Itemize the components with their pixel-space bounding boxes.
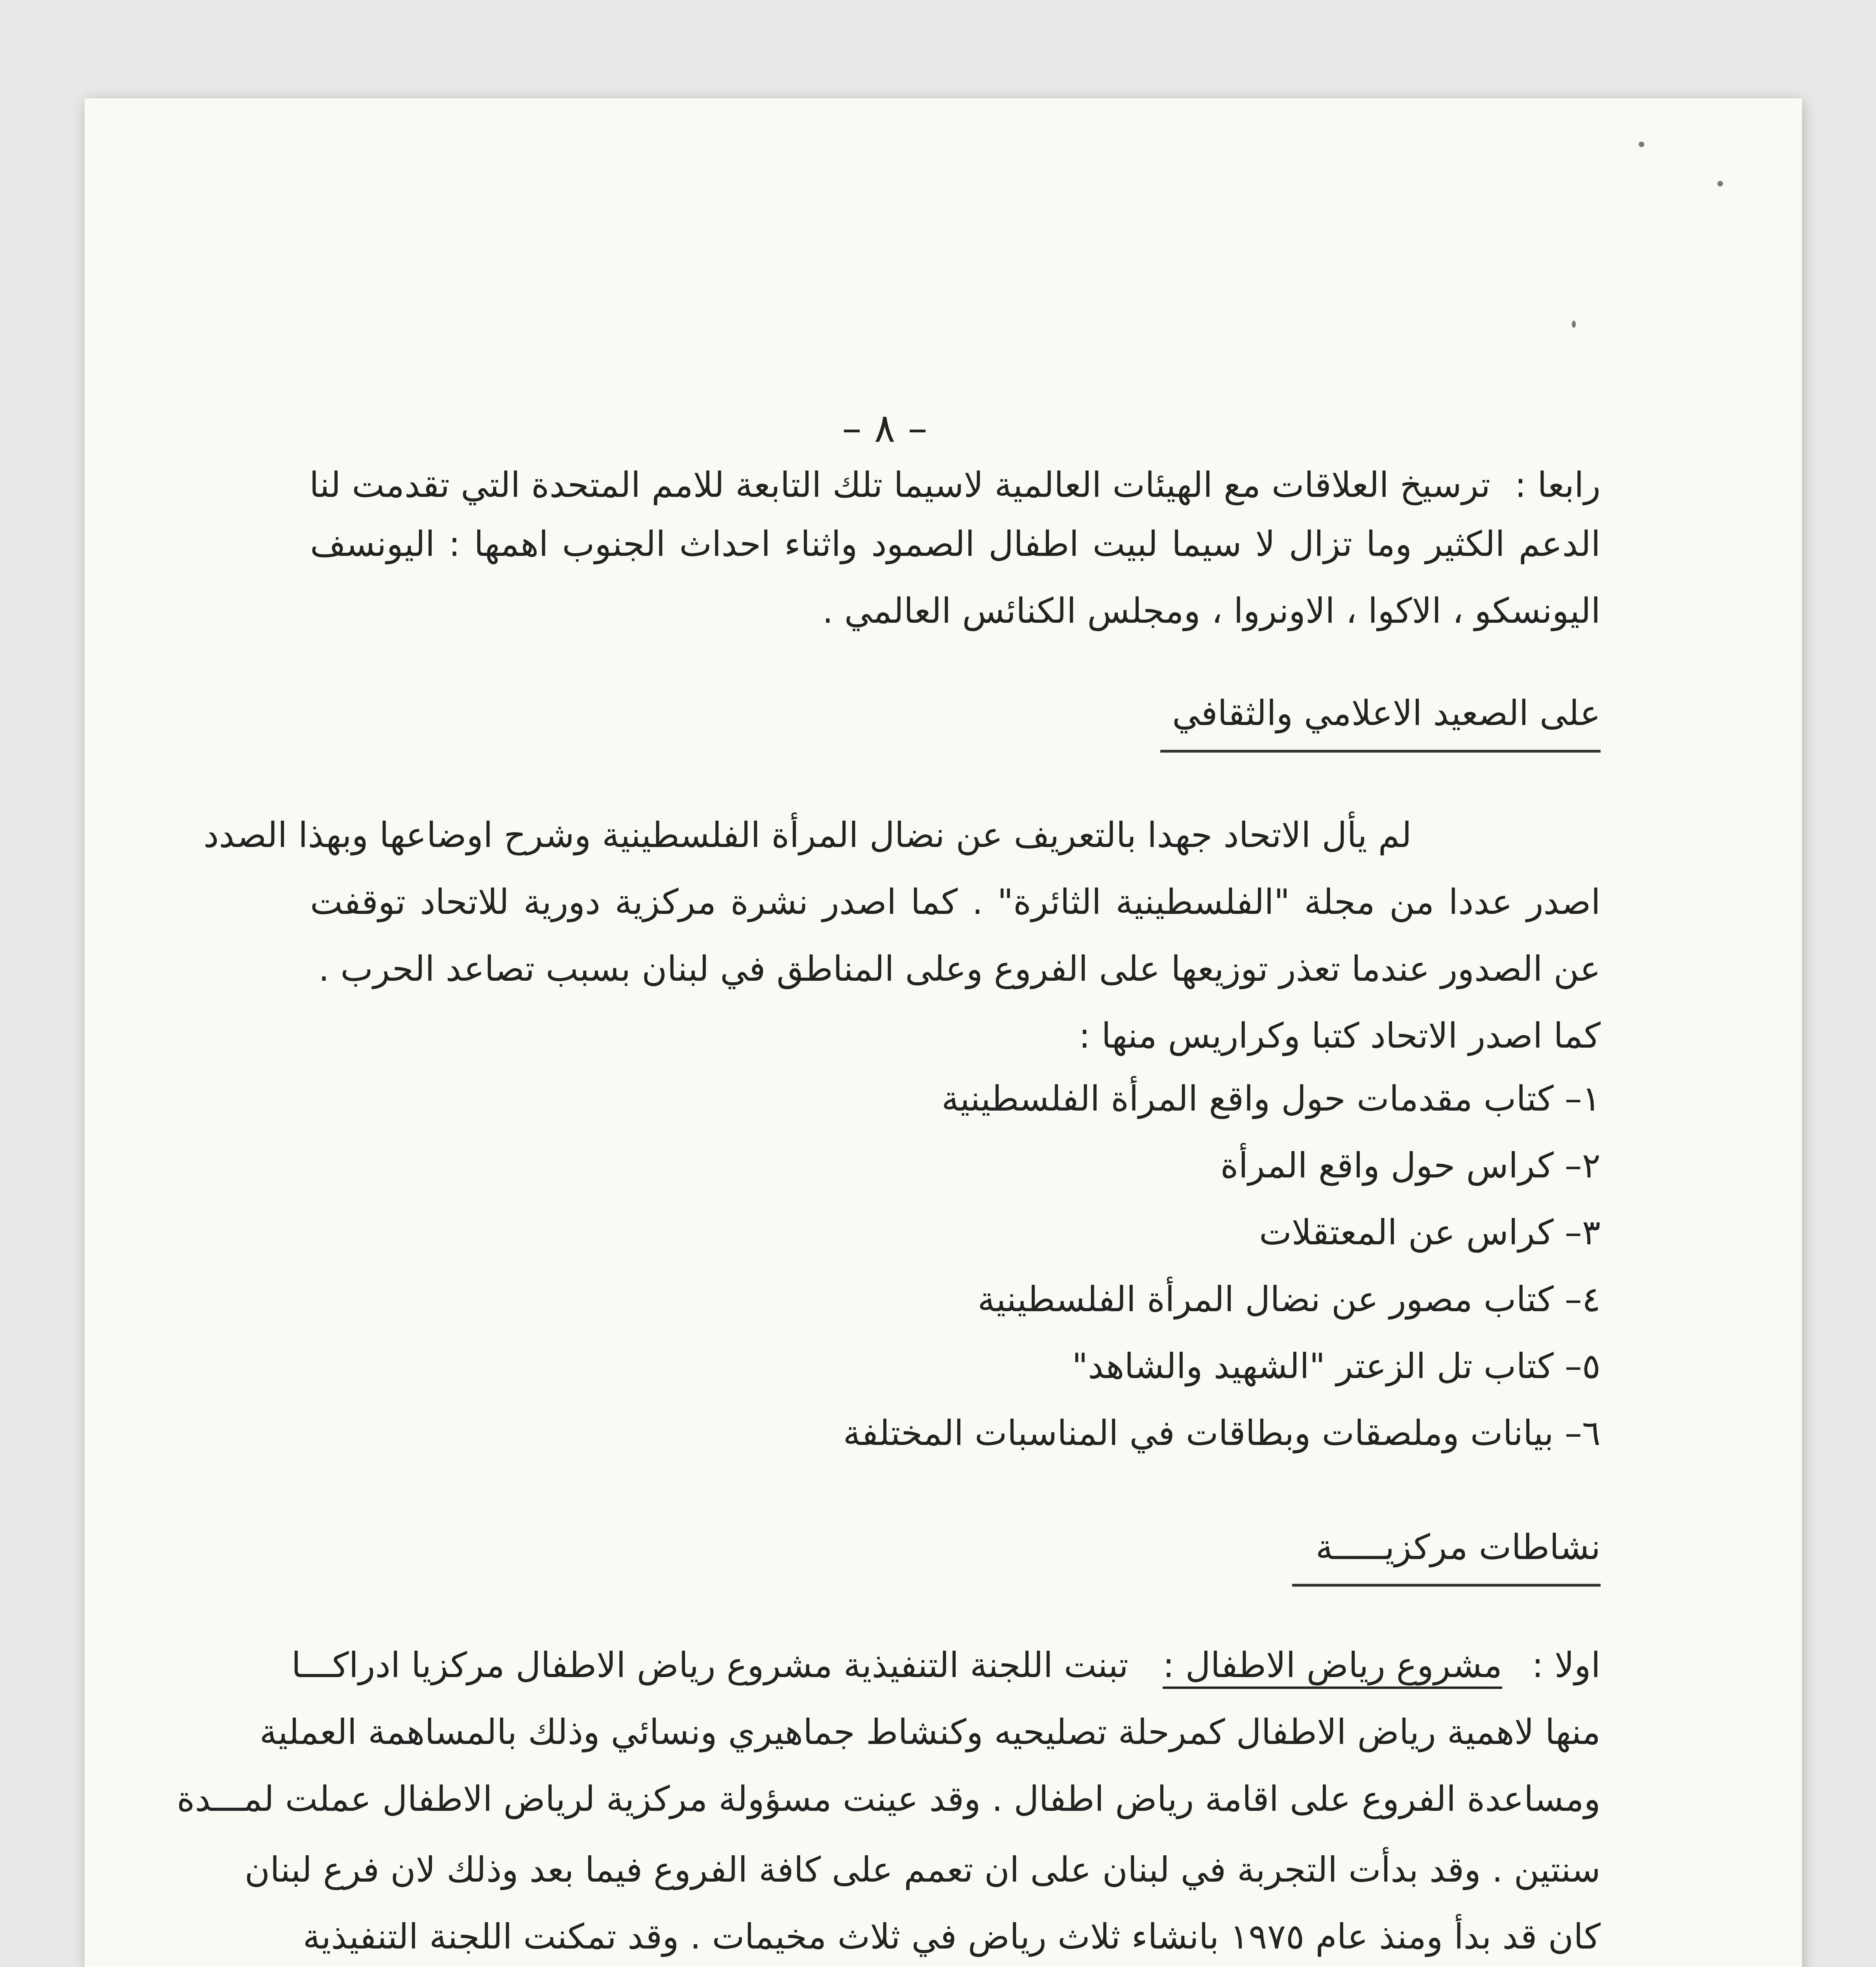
publication-item: ٢– كراس حول واقع المرأة — [1220, 1145, 1601, 1186]
media-paragraph-line: اصدر عددا من مجلة "الفلسطينية الثائرة" . كما اصدر نشرة مركزية دورية للاتحاد توقفت — [310, 882, 1601, 922]
first-line: تبنت اللجنة التنفيذية مشروع رياض الاطفال مركزيا ادراكـــا — [291, 1645, 1128, 1685]
publication-item: ١– كتاب مقدمات حول واقع المرأة الفلسطينية — [941, 1078, 1601, 1119]
first-line: منها لاهمية رياض الاطفال كمرحلة تصليحيه وكنشاط جماهيري ونسائي وذلك بالمساهمة العملية — [259, 1712, 1601, 1752]
central-heading-text: نشاطات مركزيـــــة — [1292, 1526, 1601, 1587]
section-4-line: ترسيخ العلاقات مع الهيئات العالمية لاسيما تلك التابعة للامم المتحدة التي تقدمت لنا — [309, 465, 1490, 505]
first-title: مشروع رياض الاطفال : — [1163, 1645, 1502, 1685]
media-section-heading — [1160, 692, 1601, 753]
page-number: – ٨ – — [842, 405, 928, 451]
section-4-label: رابعا : — [1514, 465, 1601, 505]
central-activities-heading — [1292, 1526, 1601, 1587]
publication-item: ٣– كراس عن المعتقلات — [1259, 1212, 1601, 1253]
media-paragraph-line: لم يأل الاتحاد جهدا بالتعريف عن نضال المرأة الفلسطينية وشرح اوضاعها وبهذا الصدد — [203, 815, 1412, 855]
first-line: سنتين . وقد بدأت التجربة في لبنان على ان تعمم على كافة الفروع فيما بعد وذلك لان فرع لبنان — [244, 1849, 1601, 1890]
media-paragraph-line: عن الصدور عندما تعذر توزيعها على الفروع وعلى المناطق في لبنان بسبب تصاعد الحرب . — [318, 948, 1601, 989]
section-4-line: الدعم الكثير وما تزال لا سيما لبيت اطفال الصمود واثناء احداث الجنوب اهمها : اليونسف — [310, 524, 1601, 564]
media-heading-text: على الصعيد الاعلامي والثقافي — [1160, 692, 1601, 753]
section-4-line: اليونسكو ، الاكوا ، الاونروا ، ومجلس الكنائس العالمي . — [822, 590, 1601, 631]
first-label: اولا : — [1532, 1645, 1601, 1685]
first-line: ومساعدة الفروع على اقامة رياض اطفال . وقد عينت مسؤولة مركزية لرياض الاطفال عملت لمـــدة — [177, 1779, 1601, 1819]
first-line: كان قد بدأ ومنذ عام ١٩٧٥ بانشاء ثلاث رياض في ثلاث مخيمات . وقد تمكنت اللجنة التنفيذية — [303, 1916, 1601, 1957]
publication-item: ٤– كتاب مصور عن نضال المرأة الفلسطينية — [977, 1279, 1601, 1319]
publication-item: ٦– بيانات وملصقات وبطاقات في المناسبات المختلفة — [843, 1413, 1601, 1453]
publication-item: ٥– كتاب تل الزعتر "الشهيد والشاهد" — [1072, 1346, 1601, 1386]
media-paragraph-line: كما اصدر الاتحاد كتبا وكراريس منها : — [1078, 1015, 1601, 1056]
